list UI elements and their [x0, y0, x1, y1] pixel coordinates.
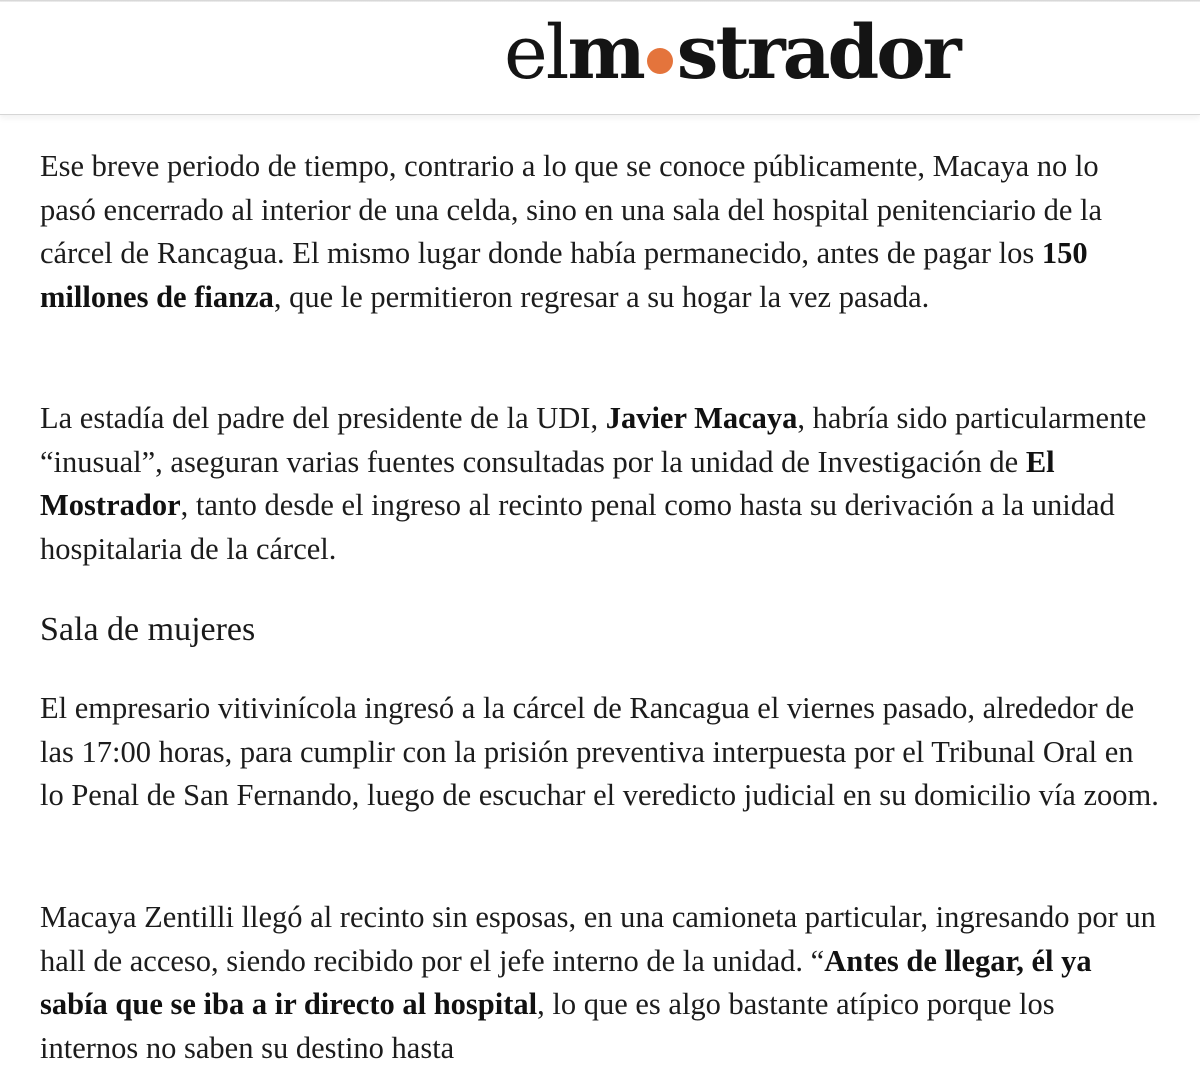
paragraph-text: Ese breve periodo de tiempo, contrario a lo que se conoce públicamente, Macaya no lo pasó encerrado al interior de una celda, sino en una sala del hospital penitenciario de la cárcel de Rancagua. El mismo lugar donde había permanecido, antes de pagar los	[40, 149, 1102, 270]
paragraph-3	[40, 687, 1160, 818]
paragraph-1	[40, 145, 1160, 319]
paragraph-text: , tanto desde el ingreso al recinto penal como hasta su derivación a la unidad hospitalaria de la cárcel.	[40, 488, 1115, 566]
site-logo[interactable]	[504, 10, 959, 96]
paragraph-text: La estadía del padre del presidente de la UDI,	[40, 401, 606, 435]
paragraph-text: , que le permitieron regresar a su hogar la vez pasada.	[273, 279, 930, 314]
logo-orange-dot-icon	[647, 48, 673, 74]
bold-el-mostrador: El Mostrador	[40, 444, 1055, 522]
section-heading: Sala de mujeres	[40, 611, 256, 648]
paragraph-4	[40, 896, 1160, 1070]
bold-fianza: 150 millones de fianza	[40, 236, 1088, 314]
logo-text-m: m	[567, 10, 643, 96]
paragraph-2	[40, 397, 1160, 571]
paragraph-text: Macaya Zentilli llegó al recinto sin esposas, en una camioneta particular, ingresando por un hall de acceso, siendo recibido por el jefe interno de la unidad. “	[40, 900, 1156, 978]
bold-javier-macaya: Javier Macaya	[605, 401, 798, 435]
paragraph-text: , lo que es algo bastante atípico porque los internos no saben su destino hasta	[40, 987, 1055, 1065]
paragraph-text: , habría sido particularmente “inusual”, aseguran varias fuentes consultadas por la unidad de Investigación de	[40, 401, 1147, 479]
bold-quote: Antes de llegar, él ya sabía que se iba a ir directo al hospital	[40, 943, 1092, 1021]
paragraph-text: El empresario vitivinícola ingresó a la cárcel de Rancagua el viernes pasado, alrededor de las 17:00 horas, para cumplir con la prisión preventiva interpuesta por el Tribunal Oral en lo Penal de San Fernando, luego de escuchar el veredicto judicial en su domicilio vía zoom.	[40, 691, 1159, 812]
site-header	[0, 0, 1200, 115]
logo-text-strador: strador	[676, 10, 959, 96]
header-top-shadow	[0, 0, 1200, 2]
logo-text-el: el	[504, 10, 568, 96]
